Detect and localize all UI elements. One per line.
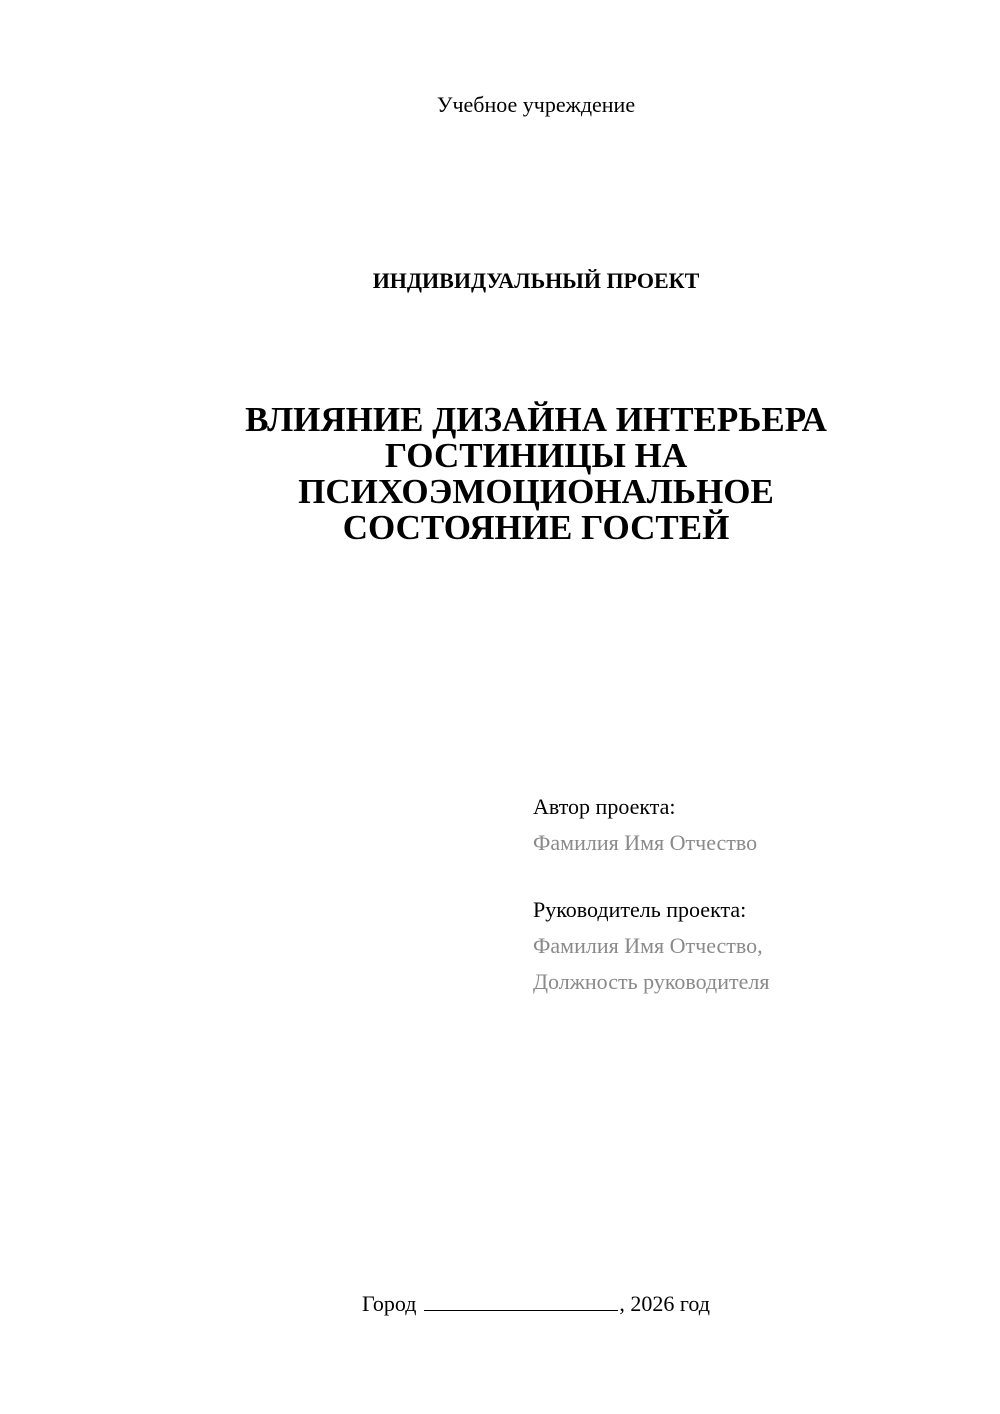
supervisor-label: Руководитель проекта: bbox=[533, 897, 747, 922]
city-label: Город bbox=[362, 1291, 417, 1316]
document-type: ИНДИВИДУАЛЬНЫЙ ПРОЕКТ bbox=[372, 268, 700, 293]
credits-block bbox=[533, 789, 973, 1000]
institution-name: Учебное учреждение bbox=[436, 92, 636, 117]
title-line: ГОСТИНИЦЫ НА bbox=[384, 436, 688, 475]
title-line: ПСИХОЭМОЦИОНАЛЬНОЕ bbox=[298, 472, 774, 511]
title-line: СОСТОЯНИЕ ГОСТЕЙ bbox=[342, 508, 730, 547]
author-name: Фамилия Имя Отчество bbox=[533, 830, 758, 855]
city-blank-line bbox=[424, 1292, 618, 1311]
author-label: Автор проекта: bbox=[533, 794, 676, 819]
supervisor-position: Должность руководителя bbox=[533, 969, 770, 994]
supervisor-name: Фамилия Имя Отчество, bbox=[533, 933, 763, 958]
title-line: ВЛИЯНИЕ ДИЗАЙНА ИНТЕРЬЕРА bbox=[245, 400, 827, 439]
year-text: , 2026 год bbox=[619, 1291, 710, 1316]
spacer bbox=[533, 861, 973, 892]
project-title bbox=[200, 402, 872, 546]
city-year-line bbox=[0, 1290, 1000, 1318]
